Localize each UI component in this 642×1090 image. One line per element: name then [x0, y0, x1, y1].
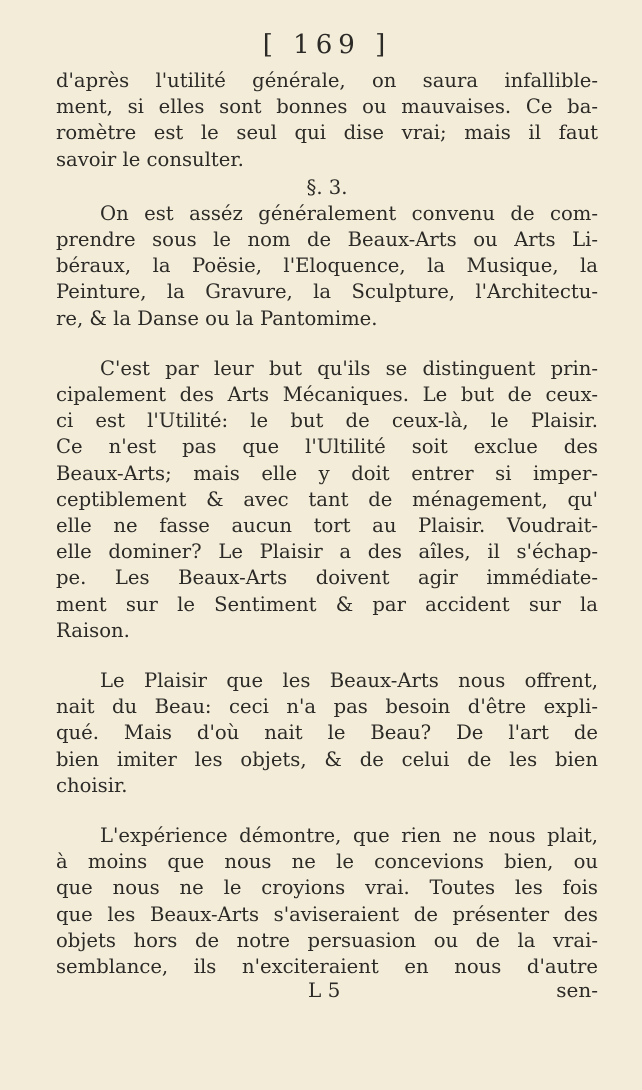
text-line: Le Plaisir que les Beaux-Arts nous offrent,: [100, 669, 598, 693]
text-line: savoir le consulter.: [56, 147, 244, 171]
text-line: béraux, la Poësie, l'Eloquence, la Musique, la: [56, 254, 598, 278]
catchword: sen-: [556, 978, 598, 1002]
text-line: ci est l'Utilité: le but de ceux-là, le Plaisir.: [56, 409, 598, 433]
paragraph-2: [56, 201, 598, 332]
text-line: elle dominer? Le Plaisir a des aîles, il s'échap-: [56, 540, 598, 564]
signature-mark: L 5: [308, 978, 341, 1002]
text-line: prendre sous le nom de Beaux-Arts ou Arts Li-: [56, 228, 598, 252]
text-line: Beaux-Arts; mais elle y doit entrer si imper-: [56, 461, 598, 485]
text-line: qué. Mais d'où nait le Beau? De l'art de: [56, 721, 598, 745]
paragraph-5: [56, 823, 598, 980]
text-line: On est asséz généralement convenu de com-: [100, 201, 598, 225]
text-line: ceptiblement & avec tant de ménagement, qu': [56, 487, 598, 511]
text-line: pe. Les Beaux-Arts doivent agir immédiate-: [56, 566, 598, 590]
text-line: choisir.: [56, 773, 128, 797]
paragraph-4: [56, 668, 598, 799]
text-line: C'est par leur but qu'ils se distinguent prin-: [100, 356, 598, 380]
text-line: que nous ne le croyions vrai. Toutes les fois: [56, 876, 598, 900]
text-line: d'après l'utilité générale, on saura infallible-: [56, 69, 598, 92]
text-line: Peinture, la Gravure, la Sculpture, l'Architectu-: [56, 280, 598, 304]
text-line: cipalement des Arts Mécaniques. Le but de ceux-: [56, 383, 598, 407]
text-line: que les Beaux-Arts s'aviseraient de présenter des: [56, 902, 598, 926]
section-heading: §. 3.: [306, 175, 348, 199]
text-line: semblance, ils n'exciteraient en nous d'autre: [56, 955, 598, 979]
page-footer: [56, 978, 598, 1008]
page-body: [56, 68, 598, 980]
text-line: romètre est le seul qui dise vrai; mais il faut: [56, 121, 598, 145]
paragraph-1: [56, 68, 598, 173]
text-line: elle ne fasse aucun tort au Plaisir. Voudrait-: [56, 514, 598, 538]
text-line: re, & la Danse ou la Pantomime.: [56, 306, 378, 330]
text-line: à moins que nous ne le concevions bien, ou: [56, 850, 598, 874]
text-line: Raison.: [56, 618, 130, 642]
text-line: objets hors de notre persuasion ou de la vrai-: [56, 928, 598, 952]
text-line: ment, si elles sont bonnes ou mauvaises. Ce ba-: [56, 95, 598, 119]
text-line: bien imiter les objets, & de celui de les bien: [56, 747, 598, 771]
page-number-header: [ 169 ]: [262, 30, 392, 60]
text-line: L'expérience démontre, que rien ne nous plait,: [100, 824, 598, 848]
text-line: Ce n'est pas que l'Ultilité soit exclue des: [56, 435, 598, 459]
paragraph-3: [56, 356, 598, 644]
text-line: nait du Beau: ceci n'a pas besoin d'être expli-: [56, 695, 598, 719]
text-line: ment sur le Sentiment & par accident sur la: [56, 592, 598, 616]
